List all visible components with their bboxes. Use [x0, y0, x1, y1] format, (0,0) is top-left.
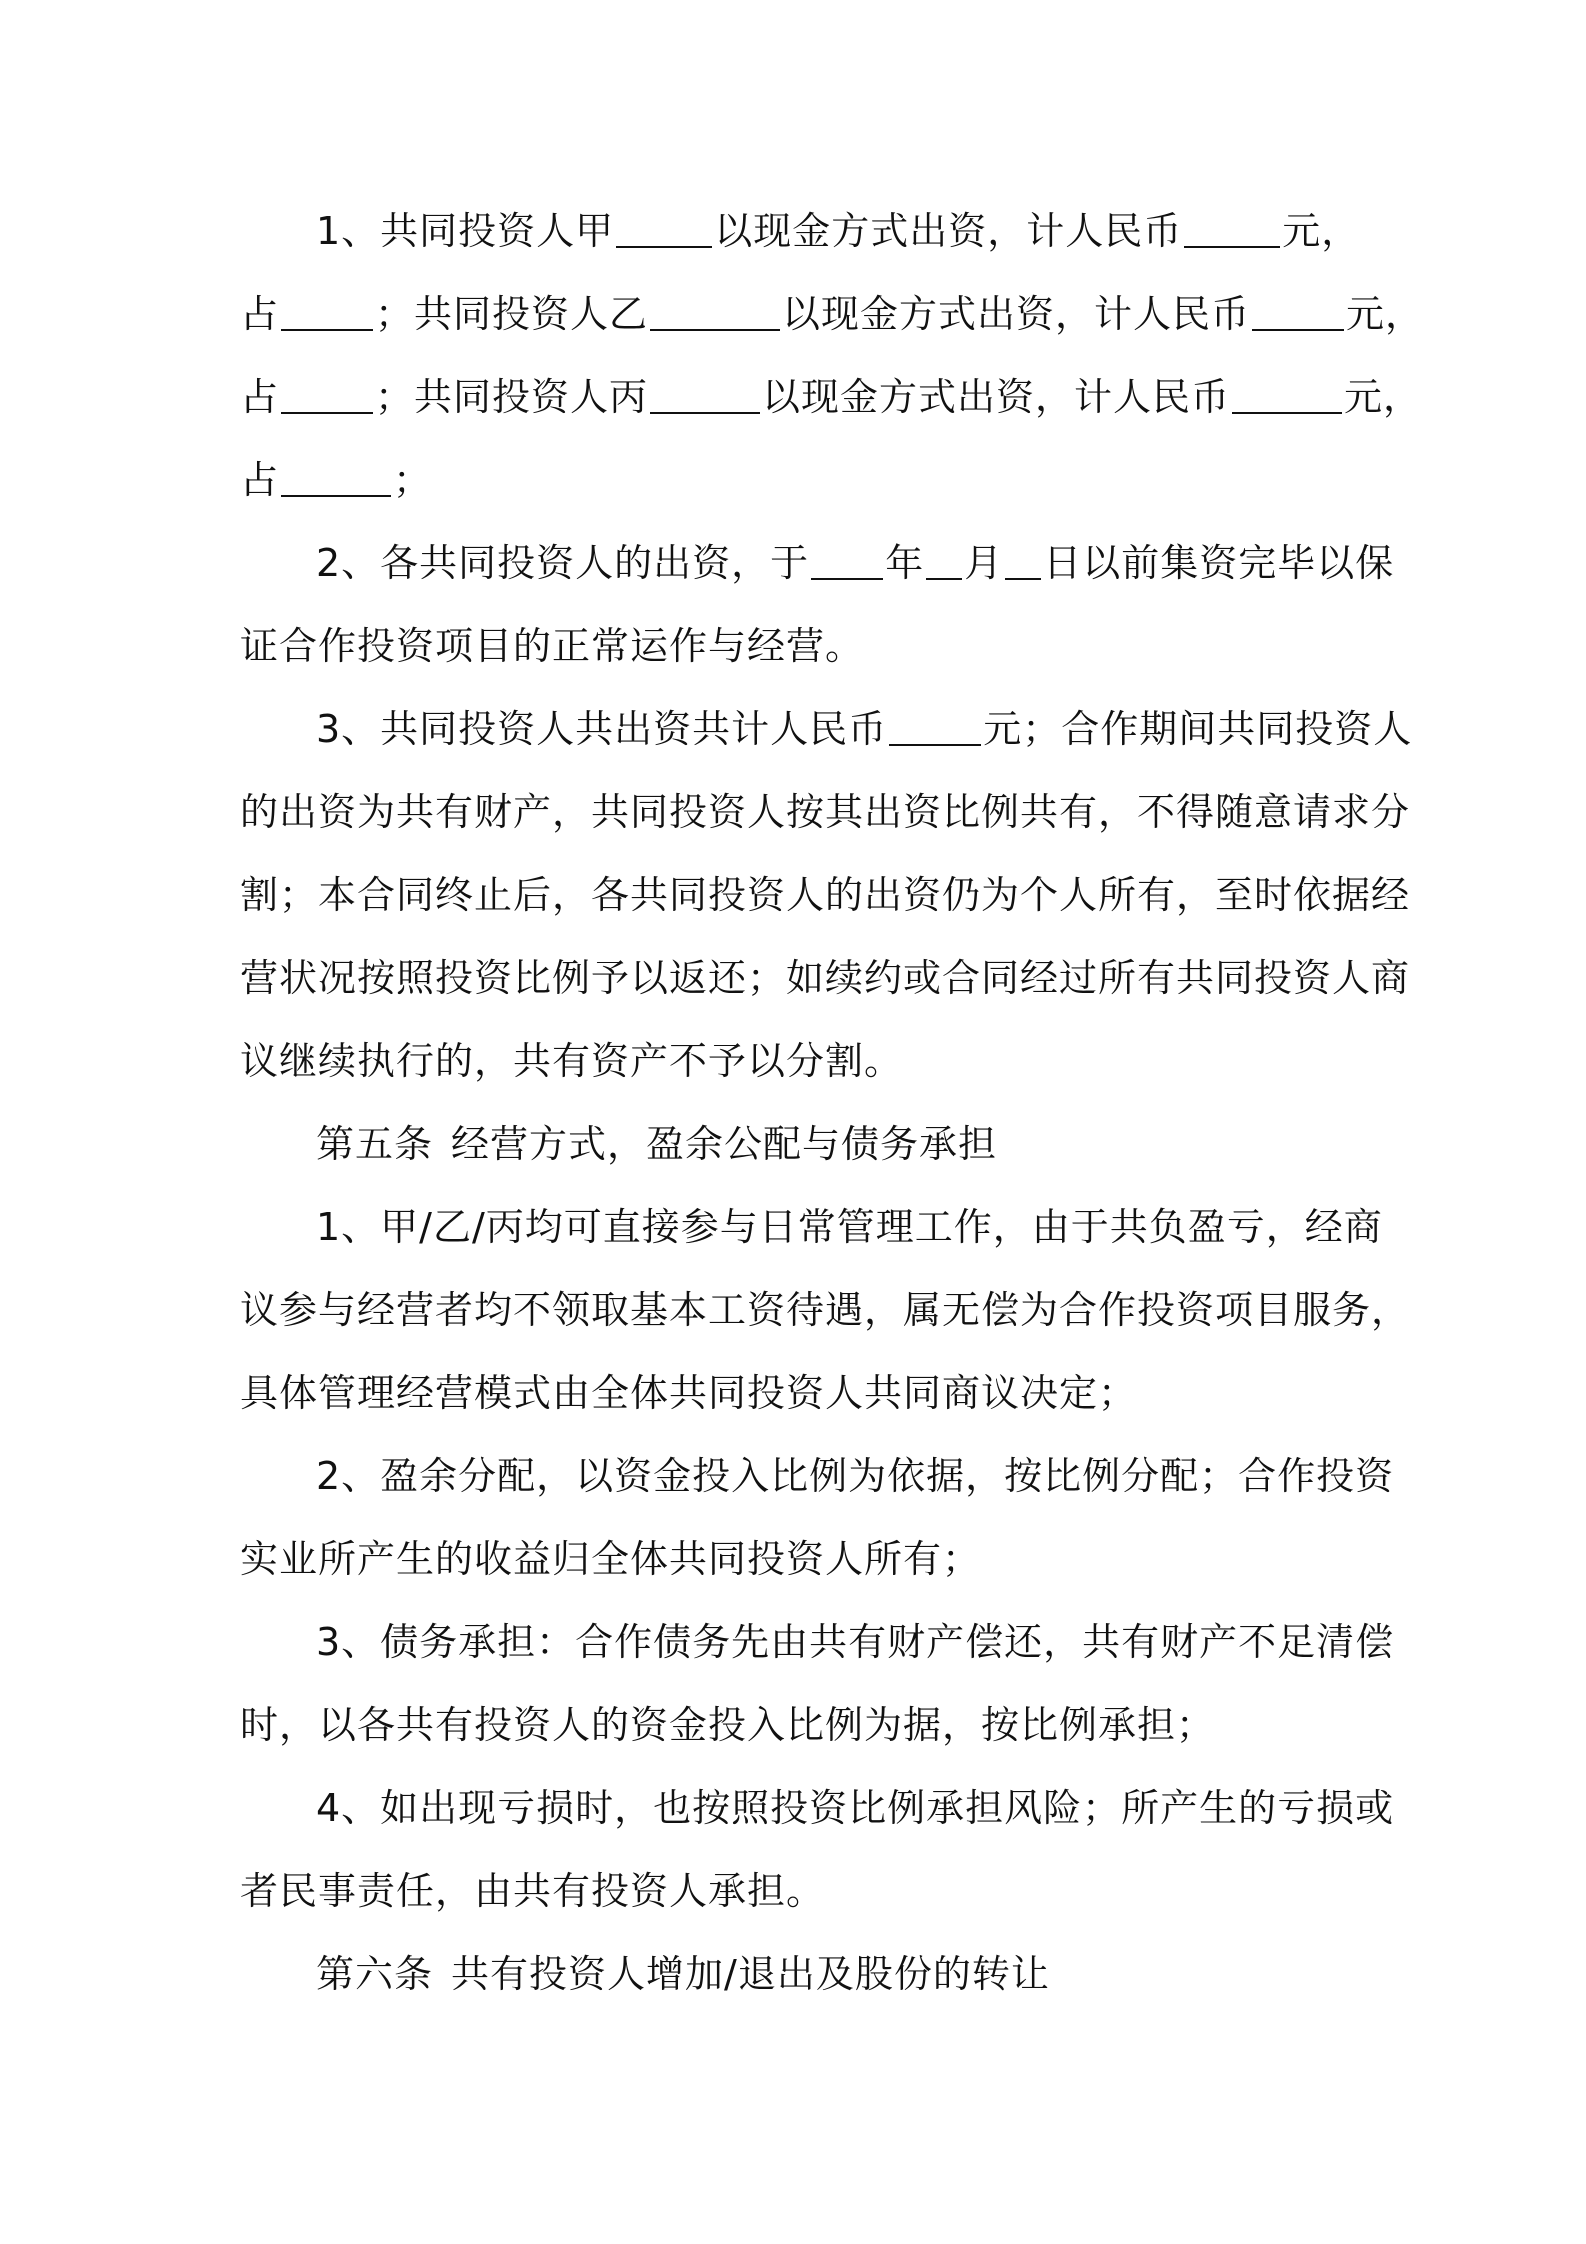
article5-title: 经营方式，盈余公配与债务承担	[451, 1122, 998, 1166]
para3-line2	[240, 771, 1411, 854]
para1-text: 占	[240, 375, 280, 419]
para1-text: ；共同投资人丙	[375, 375, 649, 419]
blank-field[interactable]	[281, 372, 373, 414]
para2-line2	[240, 605, 1350, 688]
a5p1-line3	[240, 1352, 1350, 1435]
blank-field[interactable]	[281, 455, 391, 497]
a5p2-text: 2、盈余分配，以资金投入比例为依据，按比例分配；合作投资	[316, 1454, 1395, 1498]
a5p2-text: 实业所产生的收益归全体共同投资人所有；	[240, 1537, 982, 1581]
blank-field[interactable]	[926, 538, 962, 580]
a5p1-line2	[240, 1269, 1411, 1352]
para2-text: 日以前集资完毕以保	[1043, 541, 1395, 585]
a5p1-line1	[240, 1186, 1383, 1269]
blank-field[interactable]	[650, 372, 760, 414]
para3-text: 的出资为共有财产，共同投资人按其出资比例共有，不得随意请求分	[240, 790, 1411, 834]
para1-text: 1、共同投资人甲	[316, 209, 615, 253]
para1-text: 元，	[1344, 375, 1423, 419]
para2-text: 证合作投资项目的正常运作与经营。	[240, 624, 865, 668]
para3-text: 议继续执行的，共有资产不予以分割。	[240, 1039, 904, 1083]
blank-field[interactable]	[281, 289, 373, 331]
para3-line5	[240, 1020, 1350, 1103]
a5p3-line2	[240, 1684, 1350, 1767]
para1-text: 以现金方式出资，计人民币	[762, 375, 1231, 419]
para3-line3	[240, 854, 1411, 937]
a5p3-text: 3、债务承担：合作债务先由共有财产偿还，共有财产不足清偿	[316, 1620, 1395, 1664]
para1-line1	[240, 190, 1361, 273]
para1-line2	[240, 273, 1425, 356]
a5p4-line1	[240, 1767, 1395, 1850]
para2-text: 2、各共同投资人的出资，于	[316, 541, 810, 585]
a5p1-text: 议参与经营者均不领取基本工资待遇，属无偿为合作投资项目服务，	[240, 1288, 1411, 1332]
para3-text: 元；合作期间共同投资人	[983, 707, 1413, 751]
para2-line1	[240, 522, 1395, 605]
a5p4-line2	[240, 1850, 1350, 1933]
para3-line1	[240, 688, 1413, 771]
article6-heading	[240, 1933, 1350, 2016]
para1-text: 以现金方式出资，计人民币	[714, 209, 1183, 253]
a5p1-text: 1、甲/乙/丙均可直接参与日常管理工作，由于共负盈亏，经商	[316, 1205, 1383, 1249]
article5-number: 第五条	[316, 1122, 434, 1166]
a5p3-text: 时，以各共有投资人的资金投入比例为据，按比例承担；	[240, 1703, 1216, 1747]
para3-text: 割；本合同终止后，各共同投资人的出资仍为个人所有，至时依据经	[240, 873, 1411, 917]
para1-text: 占	[240, 458, 280, 502]
blank-field[interactable]	[1232, 372, 1342, 414]
document-body	[240, 190, 1425, 2016]
blank-field[interactable]	[811, 538, 883, 580]
para2-text: 年	[885, 541, 925, 585]
blank-field[interactable]	[1005, 538, 1041, 580]
a5p4-text: 者民事责任，由共有投资人承担。	[240, 1869, 826, 1913]
a5p2-line1	[240, 1435, 1395, 1518]
para1-line3	[240, 356, 1423, 439]
para1-text: ；共同投资人乙	[375, 292, 649, 336]
article6-title: 共有投资人增加/退出及股份的转让	[451, 1952, 1050, 1996]
para1-text: 元，	[1282, 209, 1361, 253]
para1-text: ；	[393, 458, 433, 502]
para1-text: 以现金方式出资，计人民币	[782, 292, 1251, 336]
blank-field[interactable]	[616, 206, 712, 248]
blank-field[interactable]	[1184, 206, 1280, 248]
para3-line4	[240, 937, 1411, 1020]
blank-field[interactable]	[650, 289, 780, 331]
para2-text: 月	[964, 541, 1004, 585]
a5p4-text: 4、如出现亏损时，也按照投资比例承担风险；所产生的亏损或	[316, 1786, 1395, 1830]
para3-text: 3、共同投资人共出资共计人民币	[316, 707, 888, 751]
para1-line4	[240, 439, 1350, 522]
a5p2-line2	[240, 1518, 1350, 1601]
article5-heading	[240, 1103, 1350, 1186]
para1-text: 元，	[1346, 292, 1425, 336]
para1-text: 占	[240, 292, 280, 336]
blank-field[interactable]	[889, 704, 981, 746]
article6-number: 第六条	[316, 1952, 434, 1996]
a5p3-line1	[240, 1601, 1395, 1684]
blank-field[interactable]	[1252, 289, 1344, 331]
para3-text: 营状况按照投资比例予以返还；如续约或合同经过所有共同投资人商	[240, 956, 1411, 1000]
a5p1-text: 具体管理经营模式由全体共同投资人共同商议决定；	[240, 1371, 1138, 1415]
